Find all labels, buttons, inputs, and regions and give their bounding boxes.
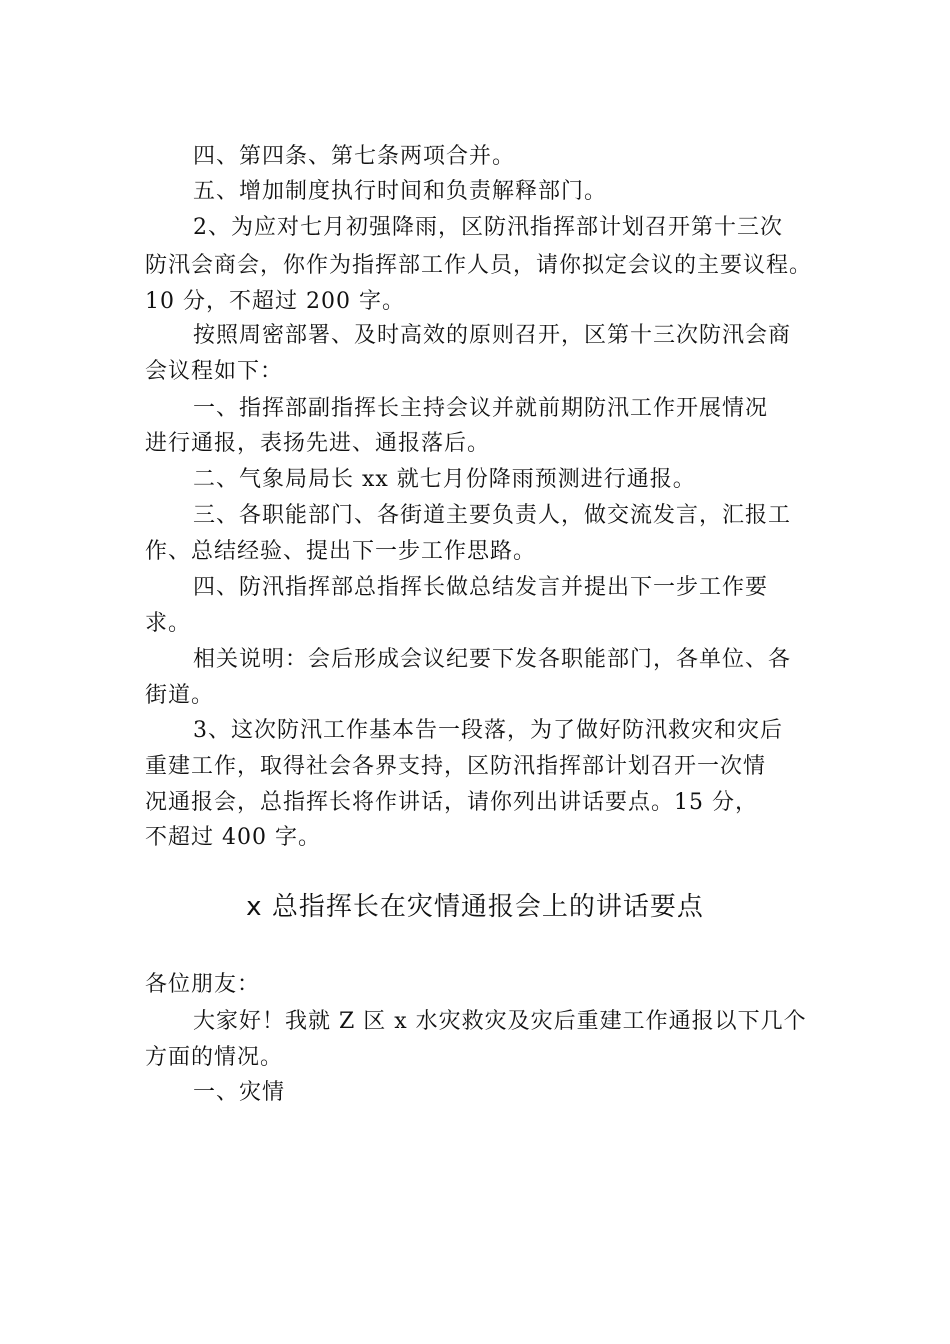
text-line: 10 分，不超过 200 字。	[145, 289, 405, 314]
section-heading: 一、灾情	[193, 1080, 286, 1105]
text-line: 街道。	[145, 683, 215, 708]
text-line: 作、总结经验、提出下一步工作思路。	[145, 539, 537, 564]
text-line: 三、各职能部门、各街道主要负责人，做交流发言，汇报工	[193, 503, 792, 528]
text-line: 况通报会，总指挥长将作讲话，请你列出讲话要点。15 分，	[145, 790, 758, 815]
salutation: 各位朋友：	[145, 972, 261, 997]
text-line: 2、为应对七月初强降雨，区防汛指挥部计划召开第十三次	[193, 215, 783, 240]
text-line: 大家好！我就 Z 区 x 水灾救灾及灾后重建工作通报以下几个	[193, 1009, 807, 1034]
text-line: 相关说明：会后形成会议纪要下发各职能部门，各单位、各	[193, 647, 792, 672]
text-line: 二、气象局局长 xx 就七月份降雨预测进行通报。	[193, 467, 696, 492]
text-line: 防汛会商会，你作为指挥部工作人员，请你拟定会议的主要议程。	[145, 253, 813, 278]
text-line: 不超过 400 字。	[145, 825, 321, 850]
text-line: 重建工作，取得社会各界支持，区防汛指挥部计划召开一次情	[145, 754, 767, 779]
text-line: 五、增加制度执行时间和负责解释部门。	[193, 179, 608, 204]
text-line: 按照周密部署、及时高效的原则召开，区第十三次防汛会商	[193, 323, 792, 348]
text-line: 四、防汛指挥部总指挥长做总结发言并提出下一步工作要	[193, 575, 769, 600]
section-title: x 总指挥长在灾情通报会上的讲话要点	[246, 892, 704, 922]
text-line: 求。	[145, 611, 192, 636]
text-line: 四、第四条、第七条两项合并。	[193, 144, 516, 169]
text-line: 进行通报，表扬先进、通报落后。	[145, 431, 491, 456]
text-line: 会议程如下：	[145, 359, 284, 384]
text-line: 方面的情况。	[145, 1045, 284, 1070]
text-line: 3、这次防汛工作基本告一段落，为了做好防汛救灾和灾后	[193, 718, 783, 743]
text-line: 一、指挥部副指挥长主持会议并就前期防汛工作开展情况	[193, 396, 769, 421]
